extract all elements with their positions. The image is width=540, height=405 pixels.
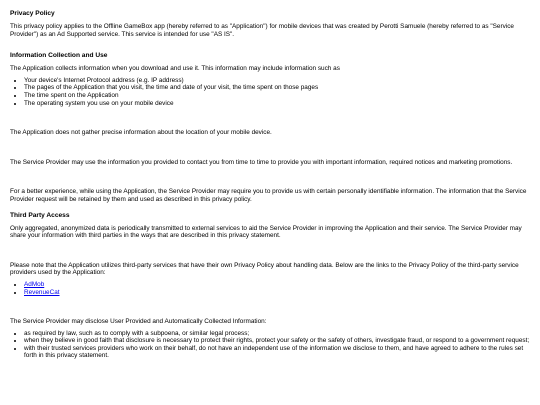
location-note: The Application does not gather precise information about the location of your mobile device. — [10, 129, 272, 137]
third-party-links-lead: Please note that the Application utilizes third-party services that have their own Privacy Policy about handling data. Below are the links to the Privacy Policy of the third-party service providers used by the Application: — [10, 261, 519, 277]
section-heading-third-party: Third Party Access — [10, 211, 70, 219]
list-item: • The operating system you use on your mobile device — [24, 100, 530, 108]
list-item: • The time spent on the Application — [24, 92, 530, 100]
list-item: • when they believe in good faith that disclosure is necessary to protect their rights, protect your safety or the safety of others, investigate fraud, or respond to a government request; — [24, 337, 530, 345]
page-title: Privacy Policy — [10, 10, 55, 17]
intro-paragraph: This privacy policy applies to the Offline GameBox app (hereby referred to as "Application") for mobile devices that was created by Perotti Samuele (hereby referred to as "Service Provider") as an Ad Supported service. This service is intended for use "AS IS". — [10, 23, 514, 38]
third-party-body: Only aggregated, anonymized data is periodically transmitted to external services to aid the Service Provider in improving the Application and their service. The Service Provider may share your information with third parties in the ways that are described in this privacy statement. — [10, 224, 522, 240]
info-collection-lead: The Application collects information when you download and use it. This information may include information such as — [10, 65, 340, 73]
third-party-links-list — [10, 281, 530, 296]
admob-link[interactable]: AdMob — [24, 280, 45, 288]
list-item — [24, 281, 530, 289]
revenuecat-link[interactable]: RevenueCat — [24, 288, 60, 296]
contact-note: The Service Provider may use the information you provided to contact you from time to time to provide you with important information, required notices and marketing promotions. — [10, 158, 513, 166]
collected-info-list — [10, 77, 530, 107]
list-item: • with their trusted services providers who work on their behalf, do not have an independent use of the information we disclose to them, and have agreed to adhere to the rules set forth in this privacy statement. — [24, 345, 530, 360]
disclosure-lead: The Service Provider may disclose User Provided and Automatically Collected Information: — [10, 318, 267, 326]
list-item: • Your device's Internet Protocol address (e.g. IP address) — [24, 77, 530, 85]
section-heading-information-collection: Information Collection and Use — [10, 52, 108, 60]
list-item: • The pages of the Application that you visit, the time and date of your visit, the time spent on those pages — [24, 84, 530, 92]
list-item — [24, 289, 530, 297]
pii-note: For a better experience, while using the Application, the Service Provider may require you to provide us with certain personally identifiable information. The information that the Service Provider request will be retained by them and used as described in this privacy policy. — [10, 188, 527, 203]
list-item: • as required by law, such as to comply with a subpoena, or similar legal process; — [24, 330, 530, 338]
disclosure-list — [10, 330, 530, 360]
